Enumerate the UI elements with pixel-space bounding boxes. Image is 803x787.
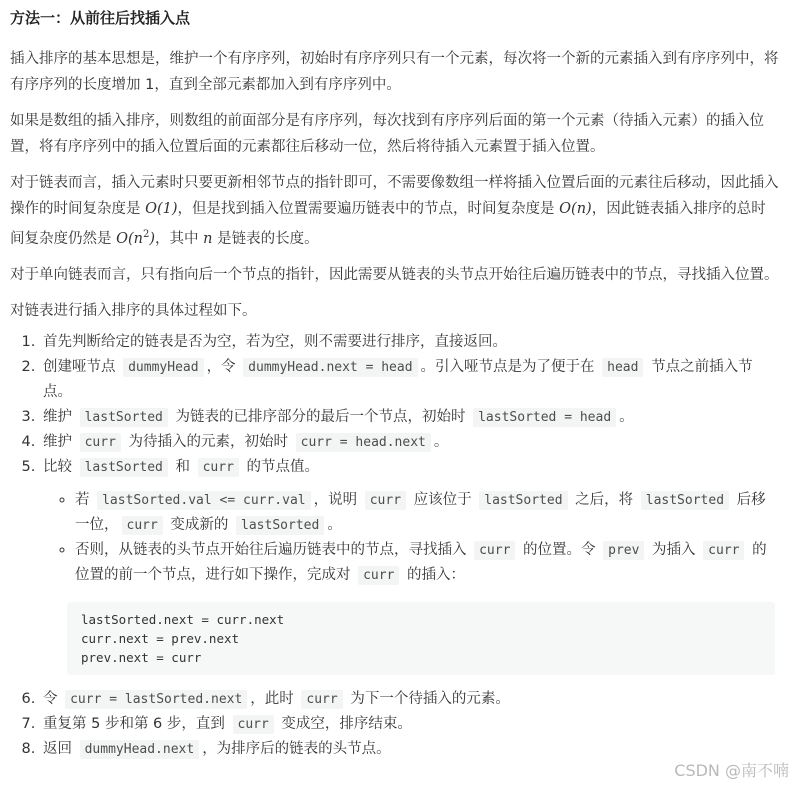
- code-inline: curr: [122, 516, 163, 535]
- math-on2: $O(n^2)$: [116, 229, 156, 247]
- paragraph-linked-list-complexity: 对于链表而言，插入元素时只要更新相邻节点的指针即可，不需要像数组一样将插入位置后面的元素往后移动，因此插入操作的时间复杂度是 O(1)，但是找到插入位置需要遍历链表中的节点，时间复杂度是 O(n)，因此链表插入排序的总时间复杂度仍然是 $O(n^2)$，其中 n 是链表的长度。: [10, 175, 779, 247]
- code-inline: curr = lastSorted.next: [65, 690, 247, 709]
- step-1: 1. 首先判断给定的链表是否为空，若为空，则不需要进行排序，直接返回。: [40, 330, 780, 355]
- step-3: 3. 维护 lastSorted 为链表的已排序部分的最后一个节点，初始时 lastSorted = head 。: [40, 405, 780, 430]
- paragraph-process-intro: 对链表进行插入排序的具体过程如下。: [10, 302, 257, 319]
- code-inline: prev: [603, 541, 644, 560]
- code-inline: curr: [358, 566, 399, 585]
- code-line: curr.next = prev.next: [81, 630, 240, 646]
- step-2: 2. 创建哑节点 dummyHead ，令 dummyHead.next = head 。引入哑节点是为了便于在 head 节点之前插入节点。: [40, 355, 780, 405]
- code-inline: lastSorted: [641, 491, 729, 510]
- article: [10, 0, 780, 762]
- step-7: 7. 重复第 5 步和第 6 步，直到 curr 变成空，排序结束。: [40, 712, 780, 737]
- step-5: 5. 比较 lastSorted 和 curr 的节点值。 ◦ 若 lastSorted.val <= curr.val ，说明 curr 应该位于 lastSorted 之后，将 lastSorted 后移一位， curr 变成新的 lastSorted 。 ◦ 否则，从链表的头节点开始往后遍历链表中的节点，寻找插入 curr 的位置。令 prev 为插入 curr 的位置的前一个节点，进行如下操作，完成对 curr 的插入： lastSorted.next = curr.next curr.next = prev.next prev.next = curr: [40, 455, 780, 675]
- code-inline: dummyHead: [123, 358, 203, 377]
- math-n: n: [203, 230, 213, 247]
- code-line: lastSorted.next = curr.next: [81, 611, 285, 627]
- code-inline: curr: [233, 715, 274, 734]
- code-inline: curr: [80, 433, 121, 452]
- step-5-case-2: ◦ 否则，从链表的头节点开始往后遍历链表中的节点，寻找插入 curr 的位置。令 prev 为插入 curr 的位置的前一个节点，进行如下操作，完成对 curr 的插入： lastSorted.next = curr.next curr.next = prev.next prev.next = curr: [75, 538, 780, 675]
- code-inline: curr = head.next: [296, 433, 431, 452]
- code-inline: head: [602, 358, 643, 377]
- step-8: 8. 返回 dummyHead.next ，为排序后的链表的头节点。: [40, 737, 780, 762]
- code-inline: lastSorted: [80, 458, 168, 477]
- paragraph-singly-linked: 对于单向链表而言，只有指向后一个节点的指针，因此需要从链表的头节点开始往后遍历链表中的节点，寻找插入位置。: [10, 266, 779, 283]
- code-inline: lastSorted = head: [473, 408, 616, 427]
- step-5-case-1: ◦ 若 lastSorted.val <= curr.val ，说明 curr 应该位于 lastSorted 之后，将 lastSorted 后移一位， curr 变成新的 lastSorted 。: [75, 488, 780, 538]
- code-inline: dummyHead.next: [80, 740, 200, 759]
- code-inline: curr: [365, 491, 406, 510]
- code-inline: curr: [301, 690, 342, 709]
- csdn-watermark: CSDN @南不喃: [674, 761, 789, 780]
- paragraph-array-insertion: 如果是数组的插入排序，则数组的前面部分是有序序列，每次找到有序序列后面的第一个元素（待插入元素）的插入位置，将有序序列中的插入位置后面的元素都往后移动一位，然后将待插入元素置于插入位置。: [10, 113, 764, 155]
- section-title: 方法一：从前往后找插入点: [10, 9, 191, 27]
- code-inline: dummyHead.next = head: [243, 358, 417, 377]
- step-6: 6. 令 curr = lastSorted.next ，此时 curr 为下一个待插入的元素。: [40, 687, 780, 712]
- math-o1: O(1): [145, 201, 178, 217]
- code-inline: lastSorted.val <= curr.val: [97, 491, 311, 510]
- code-inline: curr: [474, 541, 515, 560]
- step-5-sublist: [43, 488, 780, 675]
- code-inline: curr: [198, 458, 239, 477]
- code-inline: curr: [703, 541, 744, 560]
- code-inline: lastSorted: [479, 491, 567, 510]
- code-inline: lastSorted: [236, 516, 324, 535]
- code-inline: lastSorted: [80, 408, 168, 427]
- code-block: [67, 602, 775, 675]
- code-line: prev.next = curr: [81, 649, 202, 665]
- math-on: O(n): [559, 201, 592, 217]
- paragraph-basic-idea: 插入排序的基本思想是，维护一个有序序列，初始时有序序列只有一个元素，每次将一个新的元素插入到有序序列中，将有序序列的长度增加 1，直到全部元素都加入到有序序列中。: [10, 51, 779, 93]
- step-4: 4. 维护 curr 为待插入的元素，初始时 curr = head.next 。: [40, 430, 780, 455]
- steps-list: [10, 330, 780, 762]
